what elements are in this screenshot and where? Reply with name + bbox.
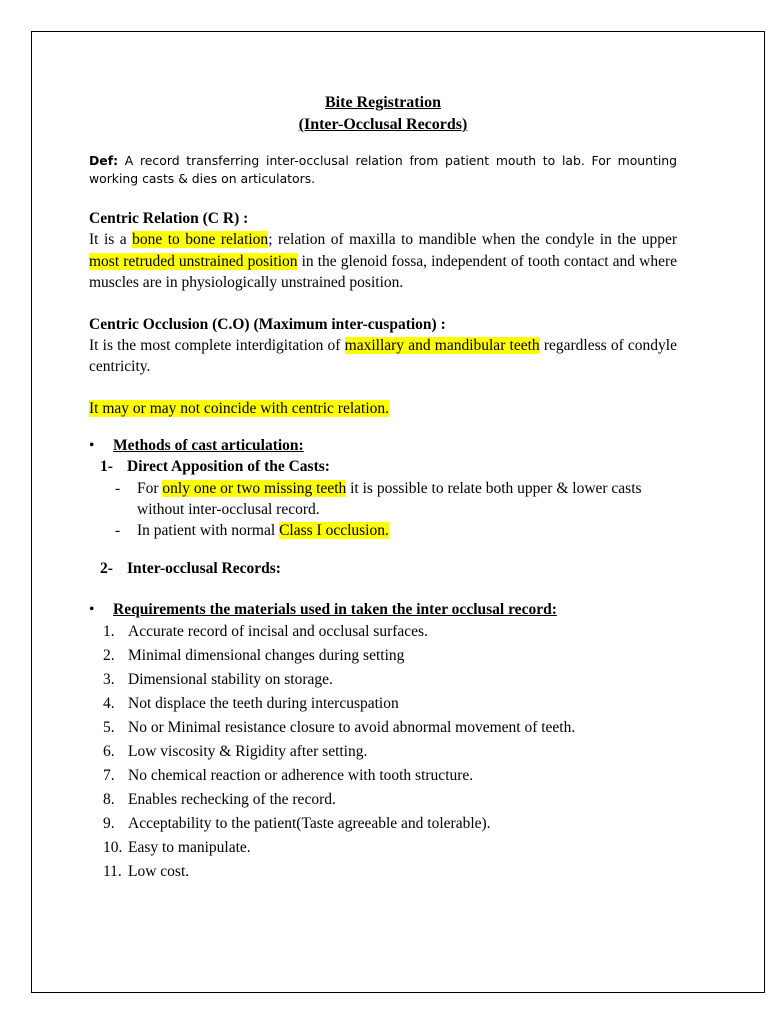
list-item-number: 4.: [103, 694, 115, 712]
sub-number: 2-: [100, 559, 113, 577]
list-item-number: 8.: [103, 790, 115, 808]
bullet-icon: •: [89, 600, 95, 618]
list-item: [89, 478, 677, 520]
document-body: [89, 92, 677, 884]
list-item-number: 7.: [103, 766, 115, 784]
requirements-heading: Requirements the materials used in taken the inter occlusal record:: [113, 600, 557, 618]
centric-occlusion-text: [89, 335, 677, 378]
centric-relation-section: [89, 208, 677, 294]
definition: [89, 152, 677, 188]
list-item-text: [137, 520, 389, 541]
list-item-number: 1.: [103, 622, 115, 640]
list-item: [89, 860, 677, 884]
list-item-number: 5.: [103, 718, 115, 736]
list-item: [89, 836, 677, 860]
co-text-1: It is the most complete interdigitation of: [89, 336, 345, 354]
sub-label: Inter-occlusal Records:: [127, 559, 281, 577]
title-line-1: Bite Registration: [325, 94, 441, 111]
cr-highlight-2: most retruded unstrained position: [89, 252, 298, 270]
cr-highlight-1: bone to bone relation: [132, 231, 269, 248]
list-item-text: Acceptability to the patient(Taste agreeable and tolerable).: [128, 814, 491, 832]
co-highlight-1: maxillary and mandibular teeth: [344, 336, 540, 354]
item-text-2: it is possible to relate both upper & lower casts without inter-occlusal record.: [137, 479, 642, 518]
list-item-text: Not displace the teeth during intercuspation: [128, 694, 399, 712]
list-item-text: Minimal dimensional changes during setting: [128, 646, 405, 664]
title-block: [89, 92, 677, 136]
list-item: [89, 644, 677, 668]
inter-occlusal-heading: [89, 558, 677, 580]
requirements-heading-row: [89, 599, 677, 620]
list-item: [89, 620, 677, 644]
methods-heading-row: [89, 435, 677, 456]
list-item: [89, 764, 677, 788]
list-item-text: No chemical reaction or adherence with tooth structure.: [128, 766, 474, 784]
list-item: [89, 716, 677, 740]
sub-label: Direct Apposition of the Casts:: [127, 457, 330, 475]
sub-number: 1-: [100, 457, 113, 475]
direct-apposition-heading: [89, 456, 677, 478]
list-item-text: No or Minimal resistance closure to avoid abnormal movement of teeth.: [128, 718, 576, 736]
list-item-text: Easy to manipulate.: [128, 838, 251, 856]
list-item-number: 2.: [103, 646, 115, 664]
cr-text-3: in the glenoid fossa, independent of tooth contact and where muscles are in physiologically unstrained position.: [89, 252, 677, 291]
list-item-text: Enables rechecking of the record.: [128, 790, 336, 808]
list-item-text: Low viscosity & Rigidity after setting.: [128, 742, 368, 760]
centric-relation-text: [89, 229, 677, 294]
list-item-text: Low cost.: [128, 862, 190, 880]
list-item-text: Dimensional stability on storage.: [128, 670, 333, 688]
methods-heading: Methods of cast articulation:: [113, 436, 304, 454]
list-item: [89, 788, 677, 812]
list-item-number: 9.: [103, 814, 115, 832]
item-text-1: In patient with normal: [137, 521, 280, 539]
list-item: [89, 740, 677, 764]
dash-icon: -: [115, 521, 121, 539]
cr-text-2: ; relation of maxilla to mandible when the condyle in the upper: [268, 231, 678, 248]
dash-icon: -: [115, 479, 121, 497]
co-text-2: regardless of condyle centricity.: [89, 336, 677, 375]
coincide-note-text: It may or may not coincide with centric relation.: [89, 399, 389, 417]
list-item: [89, 668, 677, 692]
item-text-1: For: [137, 479, 163, 497]
requirements-list: [89, 620, 677, 884]
list-item: [89, 812, 677, 836]
coincide-note: [89, 398, 677, 419]
definition-text: A record transferring inter-occlusal relation from patient mouth to lab. For mounting working casts & dies on articulators.: [89, 153, 677, 186]
list-item-text: Accurate record of incisal and occlusal surfaces.: [128, 622, 428, 640]
list-item-text: [137, 478, 677, 520]
centric-relation-heading: Centric Relation (C R) :: [89, 210, 249, 227]
list-item: [89, 520, 677, 541]
title-line-2: (Inter-Occlusal Records): [298, 116, 468, 133]
item-highlight: only one or two missing teeth: [162, 479, 347, 497]
bullet-icon: •: [89, 436, 95, 454]
list-item-number: 10.: [103, 838, 123, 856]
list-item: [89, 692, 677, 716]
centric-occlusion-section: [89, 314, 677, 378]
item-highlight: Class I occlusion.: [279, 521, 389, 539]
cr-text-1: It is a: [89, 231, 133, 248]
list-item-number: 6.: [103, 742, 115, 760]
direct-apposition-list: [89, 478, 677, 541]
list-item-number: 11.: [103, 862, 122, 880]
definition-label: Def:: [89, 153, 119, 168]
centric-occlusion-heading: Centric Occlusion (C.O) (Maximum inter-cuspation) :: [89, 315, 446, 333]
list-item-number: 3.: [103, 670, 115, 688]
